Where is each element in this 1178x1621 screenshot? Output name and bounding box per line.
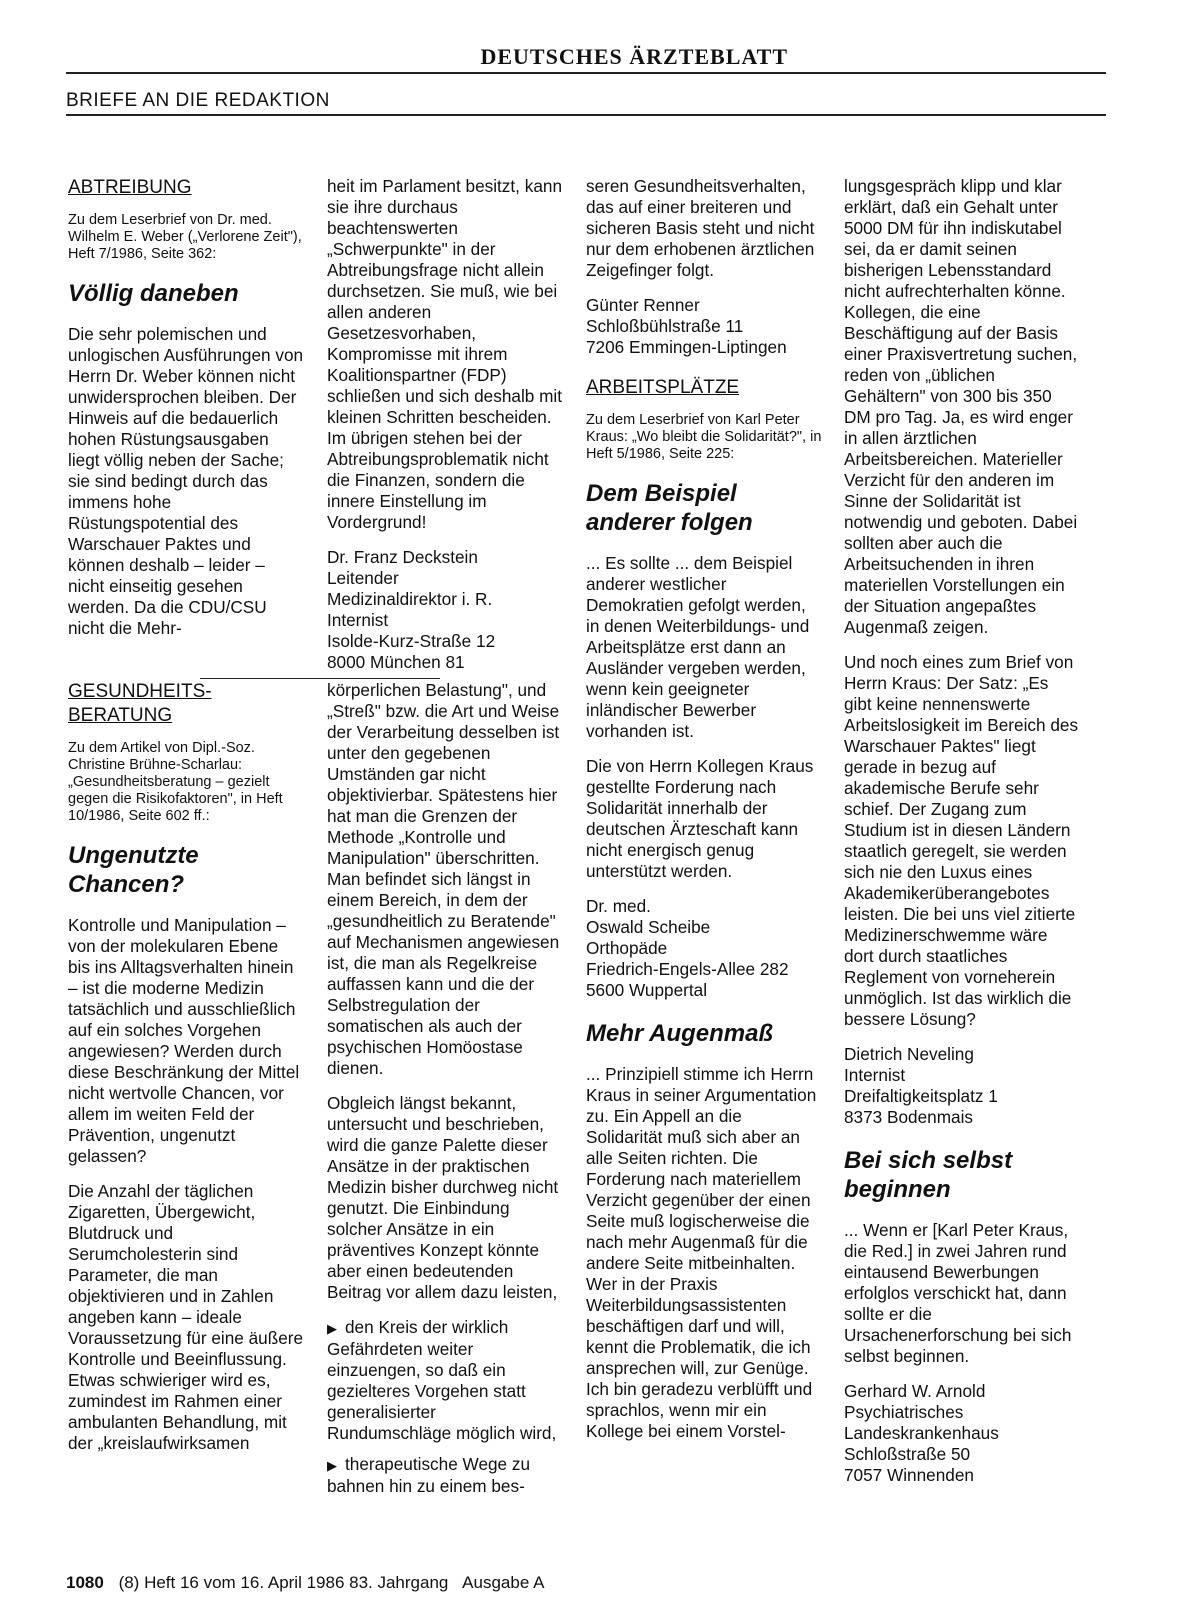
letters-arbeitsplaetze: [586, 176, 822, 1456]
masthead: [66, 44, 1106, 74]
page-number: 1080: [66, 1573, 104, 1592]
signature-name: Günter Renner: [586, 295, 700, 315]
edition-info: Ausgabe A: [462, 1573, 545, 1592]
signature-line: 8373 Bodenmais: [844, 1107, 973, 1127]
body-paragraph: lungsgespräch klipp und klar erklärt, daß ein Gehalt unter 5000 DM für ihn indiskutabel sei, da er damit seinen bisherigen Lebensstandard nicht aufrechterhalten könne. Kollegen, die eine Beschäftigung auf der Basis einer Praxisvertretung suchen, reden von „üblichen Gehältern" von 300 bis 350 DM pro Tag. Ja, es wird enger in allen ärztlichen Arbeitsbereichen. Materieller Verzicht für den anderen im Sinne der Solidarität ist notwendig und geboten. Dabei sollten aber auch die Arbeitsuchenden in ihren materiellen Vorstellungen ein der Situation angepaßtes Augenmaß zeigen.: [844, 176, 1078, 637]
body-paragraph: Kontrolle und Manipulation – von der molekularen Ebene bis ins Alltagsverhalten hinein – ist die moderne Medizin tatsächlich und ausschließlich auf ein solches Vorgehen angewiesen? Werden durch diese Beschränkung der Mittel nicht wertvolle Chancen, vor allem im weiten Feld der Prävention, ungenutzt gelassen?: [68, 915, 300, 1166]
body-paragraph: ... Es sollte ... dem Beispiel anderer westlicher Demokratien gefolgt werden, in denen Weiterbildungs- und Arbeitsplätze erst dann an Ausländer vergeben werden, wenn kein geeigneter inländischer Bewerber vorhanden ist.: [586, 553, 810, 741]
bullet-item: ▶ den Kreis der wirklich Gefährdeten weiter einzuengen, so daß ein gezielteres Vorgehen statt generalisierter Rundumschläge möglich wird,: [327, 1317, 563, 1444]
section-rule: [66, 114, 1106, 116]
letter-gesundheitsberatung-part1: [68, 680, 304, 1468]
signature-line: 7057 Winnenden: [844, 1465, 974, 1485]
signature-line: Orthopäde: [586, 938, 668, 958]
signature-line: Psychiatrisches: [844, 1402, 964, 1422]
signature-line: Dr. med.: [586, 896, 651, 916]
letter-headline: Bei sich selbst beginnen: [844, 1147, 1013, 1203]
signature-line: Dreifaltigkeitsplatz 1: [844, 1086, 998, 1106]
signature-block: [327, 547, 563, 673]
body-paragraph: heit im Parlament besitzt, kann sie ihre durchaus beachtenswerten „Schwerpunkte" in der Abtreibungsfrage nicht allein durchsetzen. Sie muß, wie bei allen anderen Gesetzesvorhaben, Kompromisse mit ihrem Koalitionspartner (FDP) schließen und sich deshalb mit kleinen Schritten bescheiden. Im übrigen stehen bei der Abtreibungsproblematik nicht die Finanzen, sondern die innere Einstellung im Vordergrund!: [327, 176, 563, 532]
masthead-title: DEUTSCHES ÄRZTEBLATT: [480, 44, 788, 69]
signature-line: Internist: [327, 610, 389, 630]
body-paragraph: Obgleich längst bekannt, untersucht und beschrieben, wird die ganze Palette dieser Ansätze in der praktischen Medizin bisher durchweg nicht genutzt. Die Einbindung solcher Ansätze in ein präventives Konzept könnte aber einen bedeutenden Beitrag vor allem dazu leisten,: [327, 1093, 559, 1302]
section-label: BRIEFE AN DIE REDAKTION: [66, 90, 330, 111]
body-paragraph: ... Prinzipiell stimme ich Herrn Kraus in seiner Argumentation zu. Ein Appell an die Solidarität muß sich aber an alle Seiten richten. Die Forderung nach materiellem Verzicht gegenüber der einen Seite muß logischerweise die nach mehr Augenmaß für die andere Seite mitbeinhalten. Wer in der Praxis Weiterbildungsassistenten beschäftigen darf und will, kennt die Problematik, die ich ansprechen will, zur Genüge. Ich bin geradezu verblüfft und sprachlos, wenn mir ein Kollege bei einem Vorstel-: [586, 1064, 817, 1441]
letter-headline: Ungenutzte Chancen?: [68, 842, 199, 898]
signature-line: 7206 Emmingen-Liptingen: [586, 337, 787, 357]
category-heading: ABTREIBUNG: [68, 177, 192, 198]
letter-headline: Mehr Augenmaß: [586, 1020, 774, 1047]
body-paragraph: seren Gesundheitsverhalten, das auf einer breiteren und sicheren Basis steht und nicht nur dem erhobenen ärztlichen Zeigefinger folgt.: [586, 176, 815, 280]
letter-headline: Dem Beispiel anderer folgen: [586, 480, 753, 536]
signature-block: [586, 295, 822, 358]
signature-name: Gerhard W. Arnold: [844, 1381, 986, 1401]
signature-block: [844, 1381, 1080, 1486]
body-paragraph: Und noch eines zum Brief von Herrn Kraus: Der Satz: „Es gibt keine nennenswerte Arbeitslosigkeit im Bereich des Warschauer Paktes" liegt gerade in bezug auf akademische Berufe sehr schief. Der Zugang zum Studium ist in diesen Ländern staatlich geregelt, sie werden sich nie den Luxus eines Akademikerüberangebotes leisten. Die bei uns viel zitierte Medizinerschwemme wäre dort durch staatliches Reglement von vorneherein unmöglich. Ist das wirklich die bessere Lösung?: [844, 652, 1079, 1029]
body-paragraph: ... Wenn er [Karl Peter Kraus, die Red.] in zwei Jahren rund eintausend Bewerbungen erfolglos verschickt hat, dann sollte er die Ursachenerforschung bei sich selbst beginnen.: [844, 1220, 1072, 1366]
signature-line: Friedrich-Engels-Allee 282: [586, 959, 789, 979]
letter-abtreibung-part1: [68, 176, 304, 653]
signature-line: Internist: [844, 1065, 906, 1085]
letter-abtreibung-part2: [327, 176, 563, 691]
letters-column-4: [844, 176, 1080, 1504]
signature-line: 5600 Wuppertal: [586, 980, 708, 1000]
body-paragraph: Die von Herrn Kollegen Kraus gestellte Forderung nach Solidarität innerhalb der deutschen Ärzteschaft kann nicht energisch genug unterstützt werden.: [586, 756, 814, 881]
signature-line: Leitender: [327, 568, 399, 588]
category-heading: GESUNDHEITS-BERATUNG: [68, 681, 212, 726]
category-heading: ARBEITSPLÄTZE: [586, 377, 740, 398]
letter-reference: Zu dem Leserbrief von Dr. med. Wilhelm E. Weber („Verlorene Zeit"), Heft 7/1986, Seite 362:: [68, 212, 302, 262]
signature-line: Medizinaldirektor i. R.: [327, 589, 493, 609]
signature-line: Schloßstraße 50: [844, 1444, 971, 1464]
signature-name: Dietrich Neveling: [844, 1044, 974, 1064]
signature-line: Landeskrankenhaus: [844, 1423, 999, 1443]
page-footer: [66, 1573, 544, 1593]
signature-name: Oswald Scheibe: [586, 917, 711, 937]
signature-block: [844, 1044, 1080, 1128]
letter-gesundheitsberatung-part2: [327, 680, 563, 1507]
signature-block: [586, 896, 822, 1001]
letter-headline: Völlig daneben: [68, 280, 239, 307]
body-paragraph: körperlichen Belastung", und „Streß" bzw. die Art und Weise der Verarbeitung desselben ist unter den gegebenen Umständen gar nicht objektivierbar. Spätestens hier hat man die Grenzen der Methode „Kontrolle und Manipulation" überschritten. Man befindet sich längst in einem Bereich, in dem der „gesundheitlich zu Beratende" auf Mechanismen angewiesen ist, die man als Regelkreise auffassen kann und die der Selbstregulation der somatischen als auch der psychischen Homöostase dienen.: [327, 680, 560, 1078]
body-paragraph: Die sehr polemischen und unlogischen Ausführungen von Herrn Dr. Weber können nicht unwidersprochen bleiben. Der Hinweis auf die bedauerlich hohen Rüstungsausgaben liegt völlig neben der Sache; sie sind bedingt durch das immens hohe Rüstungspotential des Warschauer Paktes und können deshalb – leider – nicht einseitig gesehen werden. Da die CDU/CSU nicht die Mehr-: [68, 324, 304, 638]
article-divider: [200, 678, 440, 679]
signature-line: Schloßbühlstraße 11: [586, 316, 744, 336]
issue-info: (8) Heft 16 vom 16. April 1986 83. Jahrgang: [118, 1573, 449, 1592]
bullet-item: ▶ therapeutische Wege zu bahnen hin zu einem bes-: [327, 1454, 563, 1497]
body-paragraph: Die Anzahl der täglichen Zigaretten, Übergewicht, Blutdruck und Serumcholesterin sind Parameter, die man objektivieren und in Zahlen angeben kann – ideale Voraussetzung für eine äußere Kontrolle und Beeinflussung. Etwas schwieriger wird es, zumindest im Rahmen einer ambulanten Behandlung, mit der „kreislaufwirksamen: [68, 1181, 304, 1453]
signature-line: Isolde-Kurz-Straße 12: [327, 631, 496, 651]
letter-reference: Zu dem Artikel von Dipl.-Soz. Christine Brühne-Scharlau: „Gesundheitsberatung – gezielt gegen die Risikofaktoren", in Heft 10/1986, Seite 602 ff.:: [68, 740, 283, 824]
signature-name: Dr. Franz Deckstein: [327, 547, 478, 567]
signature-line: 8000 München 81: [327, 652, 465, 672]
letter-reference: Zu dem Leserbrief von Karl Peter Kraus: „Wo bleibt die Solidarität?", in Heft 5/1986, Seite 225:: [586, 412, 822, 462]
